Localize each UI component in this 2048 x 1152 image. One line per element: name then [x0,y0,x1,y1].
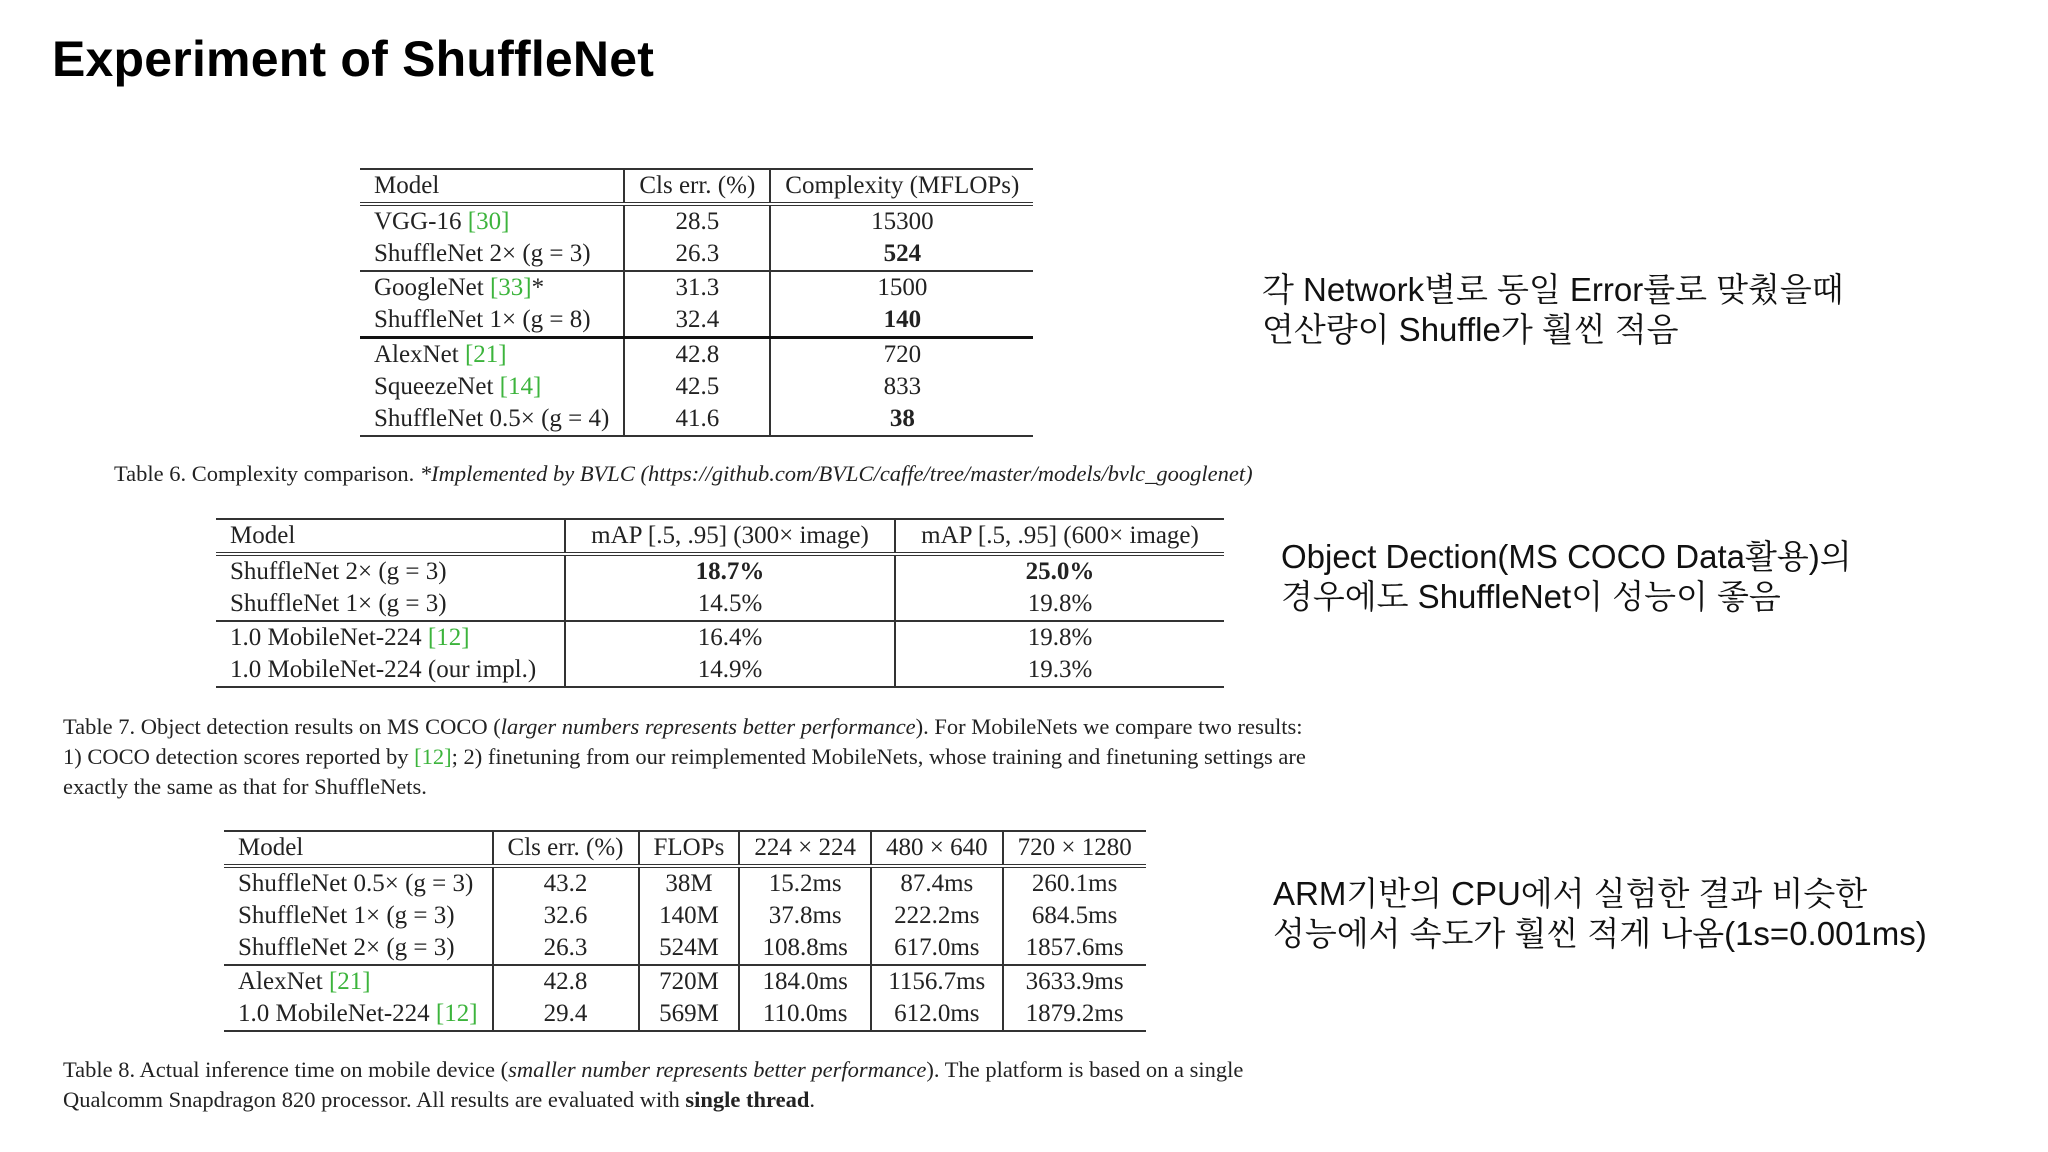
table-group [216,621,1224,687]
flops-cell: 38M [639,866,740,900]
time-480-cell: 87.4ms [871,866,1003,900]
table-row [360,338,1033,372]
model-cell: ShuffleNet 1× (g = 8) [374,306,591,333]
map-300-cell: 14.9% [565,654,895,687]
model-cell: 1.0 MobileNet-224 [12] [230,624,470,651]
cls-err-cell: 42.8 [493,965,639,998]
flops-cell: 720M [639,965,740,998]
time-480-cell: 617.0ms [871,932,1003,965]
table-row [360,238,1033,271]
column-header-flops: FLOPs [639,831,740,866]
map-600-cell: 19.8% [895,621,1224,654]
map-600-cell: 25.0% [895,554,1224,588]
table-row [224,866,1146,900]
column-header-cls-err: Cls err. (%) [624,169,770,204]
column-header-224: 224 × 224 [739,831,871,866]
table-row [216,621,1224,654]
table-header-row [216,519,1224,554]
model-cell: ShuffleNet 1× (g = 3) [238,902,455,929]
time-720-cell: 260.1ms [1003,866,1146,900]
map-600-cell: 19.8% [895,588,1224,621]
complexity-cell: 140 [770,304,1033,338]
table7-caption: Table 7. Object detection results on MS COCO (larger numbers represents better performance). For MobileNets we compare two results: 1) COCO detection scores reported by [12]; 2) finetuning from our reimplemented MobileNets, whose training and finetuning settings are exactly the same as that for ShuffleNets. [63,714,1306,799]
note-complexity [1262,270,1844,350]
cls-err-cell: 26.3 [624,238,770,271]
time-720-cell: 684.5ms [1003,900,1146,932]
column-header-model: Model [230,522,296,549]
cls-err-cell: 43.2 [493,866,639,900]
note-line: 각 Network별로 동일 Error률로 맞췄을때 [1262,271,1844,308]
table-group [224,866,1146,965]
table-row [224,998,1146,1031]
model-cell: ShuffleNet 2× (g = 3) [374,240,591,267]
map-300-cell: 16.4% [565,621,895,654]
model-cell: ShuffleNet 0.5× (g = 3) [238,870,474,897]
map-300-cell: 18.7% [565,554,895,588]
table-row [360,271,1033,304]
flops-cell: 140M [639,900,740,932]
citation-ref: [33] [489,274,532,301]
cls-err-cell: 28.5 [624,204,770,238]
model-cell: AlexNet [21] [238,968,371,995]
complexity-cell: 524 [770,238,1033,271]
cls-err-cell: 42.8 [624,338,770,372]
time-720-cell: 1879.2ms [1003,998,1146,1031]
column-header-map-300: mAP [.5, .95] (300× image) [565,519,895,554]
time-720-cell: 1857.6ms [1003,932,1146,965]
time-720-cell: 3633.9ms [1003,965,1146,998]
time-480-cell: 1156.7ms [871,965,1003,998]
citation-ref: [12] [414,744,452,769]
time-224-cell: 15.2ms [739,866,871,900]
complexity-cell: 833 [770,371,1033,403]
table-group [360,271,1033,338]
table6-caption: Table 6. Complexity comparison. *Implemented by BVLC (https://github.com/BVLC/caffe/tree/master/models/bvlc_googlenet) [114,461,1253,486]
note-line: Object Dection(MS COCO Data활용)의 [1281,538,1852,575]
citation-ref: [30] [467,208,510,235]
time-224-cell: 108.8ms [739,932,871,965]
table-row [216,554,1224,588]
complexity-cell: 720 [770,338,1033,372]
citation-ref: [12] [427,624,470,651]
cls-err-cell: 32.6 [493,900,639,932]
table-row [360,371,1033,403]
note-detection [1281,537,1852,617]
column-header-model: Model [238,834,304,861]
table-row [360,304,1033,338]
cls-err-cell: 26.3 [493,932,639,965]
note-line: 경우에도 ShuffleNet이 성능이 좋음 [1281,578,1781,615]
time-480-cell: 222.2ms [871,900,1003,932]
table-header-row [224,831,1146,866]
complexity-cell: 38 [770,403,1033,436]
model-cell: ShuffleNet 2× (g = 3) [230,558,447,585]
time-224-cell: 37.8ms [739,900,871,932]
column-header-model: Model [374,172,440,199]
cls-err-cell: 31.3 [624,271,770,304]
column-header-map-600: mAP [.5, .95] (600× image) [895,519,1224,554]
note-line: 성능에서 속도가 훨씬 적게 나옴(1s=0.001ms) [1273,915,1927,952]
map-600-cell: 19.3% [895,654,1224,687]
inference-time-table [224,830,1146,1032]
model-cell: ShuffleNet 0.5× (g = 4) [374,405,610,432]
time-224-cell: 184.0ms [739,965,871,998]
citation-ref: [21] [328,968,371,995]
model-cell: SqueezeNet [14] [374,373,542,400]
flops-cell: 569M [639,998,740,1031]
column-header-complexity: Complexity (MFLOPs) [770,169,1033,204]
complexity-cell: 15300 [770,204,1033,238]
complexity-comparison-table [360,168,1033,437]
table-group [224,965,1146,1031]
model-cell: 1.0 MobileNet-224 (our impl.) [230,656,537,683]
table-row [224,965,1146,998]
table-header-row [360,169,1033,204]
note-line: 연산량이 Shuffle가 훨씬 적음 [1262,311,1679,348]
complexity-cell: 1500 [770,271,1033,304]
table-row [360,204,1033,238]
map-300-cell: 14.5% [565,588,895,621]
model-cell: ShuffleNet 1× (g = 3) [230,590,447,617]
table-row [360,403,1033,436]
table-row [216,654,1224,687]
model-cell: 1.0 MobileNet-224 [12] [238,1000,478,1027]
cls-err-cell: 41.6 [624,403,770,436]
model-cell: GoogleNet [33]* [374,274,545,301]
object-detection-table [216,518,1224,688]
column-header-480: 480 × 640 [871,831,1003,866]
flops-cell: 524M [639,932,740,965]
citation-ref: [14] [499,373,542,400]
table-row [224,900,1146,932]
table-group [360,204,1033,271]
note-line: ARM기반의 CPU에서 실험한 결과 비슷한 [1273,875,1868,912]
column-header-cls-err: Cls err. (%) [493,831,639,866]
table-row [224,932,1146,965]
table-group [360,338,1033,437]
cls-err-cell: 42.5 [624,371,770,403]
citation-ref: [12] [435,1000,478,1027]
model-cell: VGG-16 [30] [374,208,510,235]
model-cell: ShuffleNet 2× (g = 3) [238,934,455,961]
cls-err-cell: 29.4 [493,998,639,1031]
table-group [216,554,1224,621]
time-224-cell: 110.0ms [739,998,871,1031]
cls-err-cell: 32.4 [624,304,770,338]
time-480-cell: 612.0ms [871,998,1003,1031]
model-cell: AlexNet [21] [374,341,507,368]
table-row [216,588,1224,621]
note-inference [1273,874,1927,954]
table8-caption: Table 8. Actual inference time on mobile device (smaller number represents better performance). The platform is based on a single Qualcomm Snapdragon 820 processor. All results are evaluated with single thread. [63,1057,1244,1112]
citation-ref: [21] [464,341,507,368]
page-title: Experiment of ShuffleNet [52,31,655,87]
column-header-720: 720 × 1280 [1003,831,1146,866]
